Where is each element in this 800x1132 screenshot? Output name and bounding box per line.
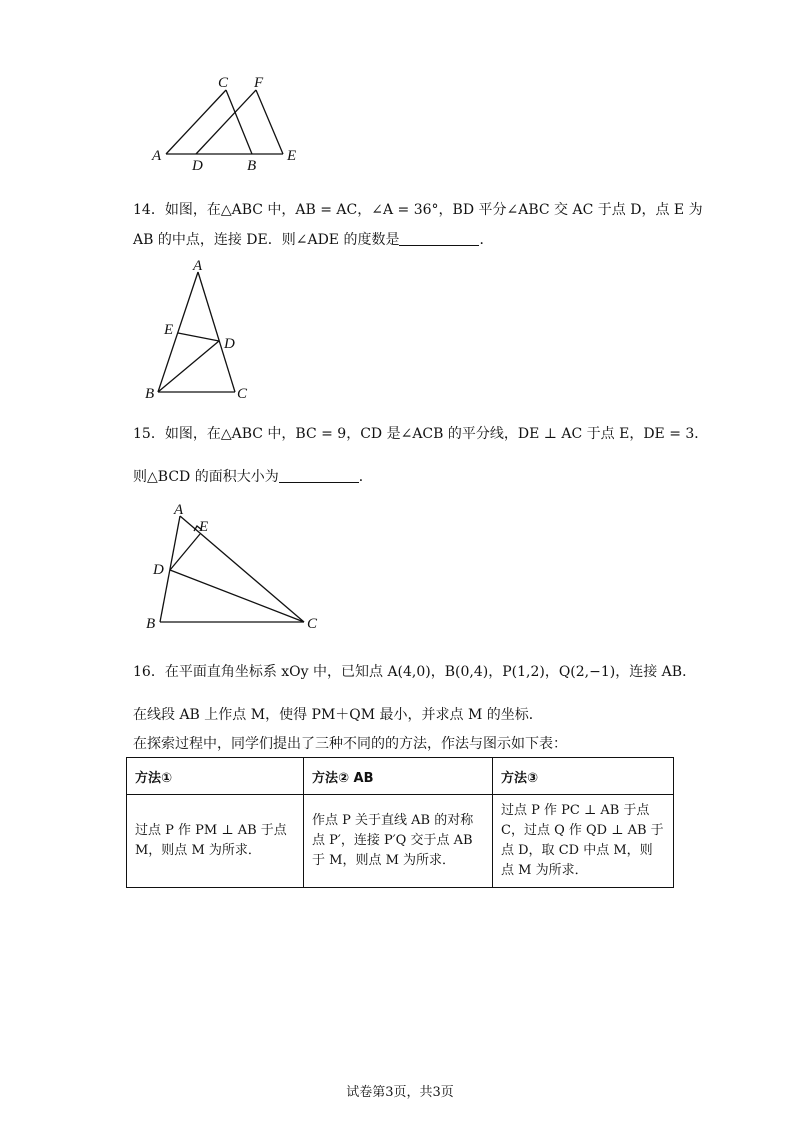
label-C: C	[307, 616, 318, 632]
q14-line1: 14．如图，在△ABC 中，AB = AC，∠A = 36°，BD 平分∠ABC 交 AC 于点 D，点 E 为	[133, 202, 703, 218]
header-method-1: 方法①	[127, 758, 304, 795]
label-A: A	[174, 502, 184, 518]
cell-method-2: 作点 P 关于直线 AB 的对称点 P′，连接 P′Q 交于点 AB 于 M，则点 M 为所求．	[304, 795, 493, 888]
methods-table	[126, 757, 674, 888]
table-row	[127, 795, 674, 888]
header-method-2: 方法② AB	[304, 758, 493, 795]
q15-line1: 15．如图，在△ABC 中，BC = 9，CD 是∠ACB 的平分线，DE ⊥ AC 于点 E，DE = 3．	[133, 426, 709, 442]
label-E: E	[199, 519, 209, 535]
label-B: B	[145, 386, 155, 402]
label-B: B	[247, 158, 257, 174]
label-C: C	[237, 386, 248, 402]
figure-q14-triangle	[140, 258, 260, 403]
q15-answer-blank[interactable]	[279, 468, 359, 483]
cell-method-3: 过点 P 作 PC ⊥ AB 于点 C，过点 Q 作 QD ⊥ AB 于点 D，取 CD 中点 M，则点 M 为所求．	[493, 795, 674, 888]
q16-line2: 在线段 AB 上作点 M，使得 PM＋QM 最小，并求点 M 的坐标．	[133, 707, 543, 723]
q16-line1: 16．在平面直角坐标系 xOy 中，已知点 A(4,0)，B(0,4)，P(1,2)，Q(2,−1)，连接 AB．	[133, 664, 697, 680]
table-header-row	[127, 758, 674, 795]
q14-line2-end: ．	[479, 232, 494, 248]
figure-q15-triangle	[140, 498, 330, 633]
label-E: E	[164, 322, 174, 338]
label-A: A	[193, 258, 203, 274]
cell-method-1: 过点 P 作 PM ⊥ AB 于点 M，则点 M 为所求．	[127, 795, 304, 888]
q15-line2-end: ．	[358, 469, 373, 485]
header-method-3: 方法③	[493, 758, 674, 795]
label-C: C	[218, 75, 229, 91]
label-D: D	[192, 158, 203, 174]
q14-line2	[133, 229, 493, 249]
label-A: A	[152, 148, 162, 164]
page-footer: 试卷第3页，共3页	[346, 1085, 454, 1100]
q15-line2	[133, 466, 373, 486]
label-D: D	[153, 562, 164, 578]
q15-line2-text: 则△BCD 的面积大小为	[133, 469, 279, 485]
label-B: B	[146, 616, 156, 632]
label-E: E	[287, 148, 297, 164]
q14-line2-text: AB 的中点，连接 DE．则∠ADE 的度数是	[133, 232, 400, 248]
figure-q13-triangles	[148, 74, 318, 174]
label-D: D	[224, 336, 235, 352]
q14-answer-blank[interactable]	[399, 231, 479, 246]
q16-line3: 在探索过程中，同学们提出了三种不同的的方法，作法与图示如下表：	[133, 736, 567, 752]
label-F: F	[254, 75, 264, 91]
